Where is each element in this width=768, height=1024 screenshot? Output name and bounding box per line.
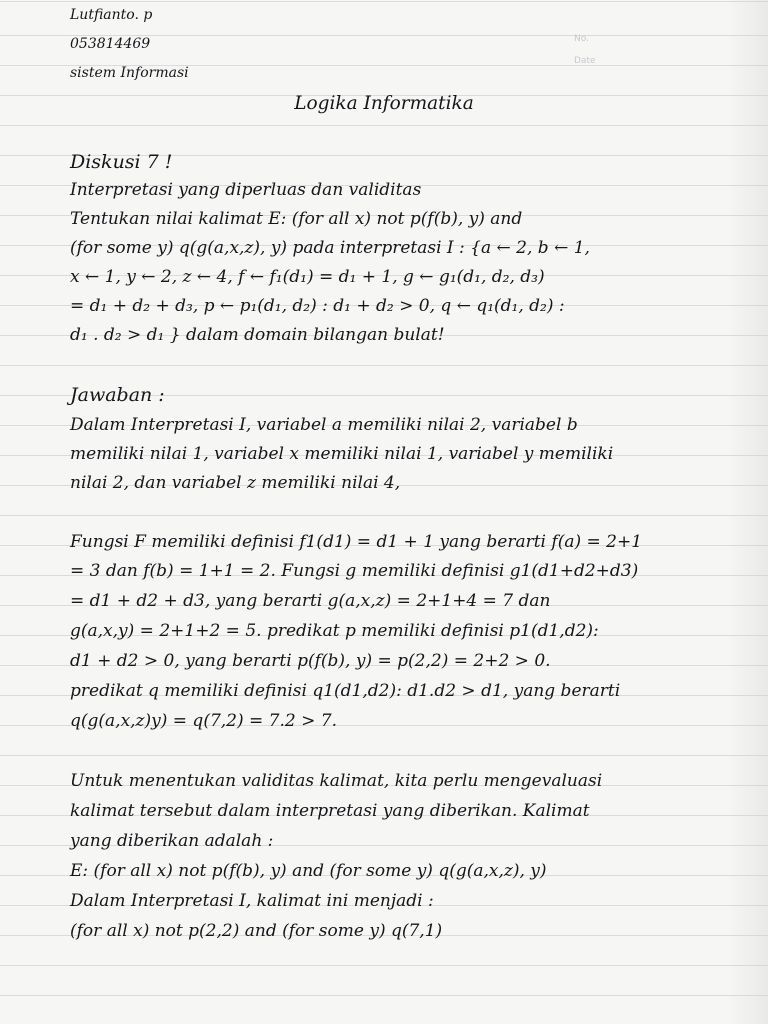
- answer-line: Fungsi F memiliki definisi f1(d1) = d1 + 1 yang berarti f(a) = 2+1: [70, 532, 643, 552]
- answer-line: q(g(a,x,z)y) = q(7,2) = 7.2 > 7.: [70, 711, 337, 731]
- answer-heading: Jawaban :: [70, 384, 165, 406]
- question-line: Interpretasi yang diperluas dan validitas: [70, 180, 422, 200]
- student-id: 053814469: [70, 36, 151, 52]
- question-heading: Diskusi 7 !: [70, 151, 173, 173]
- answer-line: yang diberikan adalah :: [70, 831, 274, 851]
- student-name: Lutfianto. p: [70, 7, 153, 23]
- question-line: (for some y) q(g(a,x,z), y) pada interpretasi I : {a ← 2, b ← 1,: [70, 238, 590, 258]
- question-line: Tentukan nilai kalimat E: (for all x) not p(f(b), y) and: [70, 209, 523, 229]
- question-line: x ← 1, y ← 2, z ← 4, f ← f₁(d₁) = d₁ + 1, g ← g₁(d₁, d₂, d₃): [70, 267, 545, 287]
- answer-line: kalimat tersebut dalam interpretasi yang diberikan. Kalimat: [70, 801, 590, 821]
- question-line: d₁ . d₂ > d₁ } dalam domain bilangan bulat!: [70, 325, 445, 345]
- answer-line: E: (for all x) not p(f(b), y) and (for some y) q(g(a,x,z), y): [70, 861, 547, 881]
- answer-line: memiliki nilai 1, variabel x memiliki nilai 1, variabel y memiliki: [70, 444, 614, 464]
- study-program: sistem Informasi: [70, 65, 189, 81]
- answer-line: nilai 2, dan variabel z memiliki nilai 4,: [70, 473, 401, 493]
- answer-line: d1 + d2 > 0, yang berarti p(f(b), y) = p(2,2) = 2+2 > 0.: [70, 651, 551, 671]
- answer-line: (for all x) not p(2,2) and (for some y) q(7,1): [70, 921, 443, 941]
- faint-no-label: No.: [574, 34, 589, 44]
- page-edge-shadow: [728, 0, 768, 1024]
- faint-date-label: Date: [574, 56, 596, 66]
- answer-line: = 3 dan f(b) = 1+1 = 2. Fungsi g memiliki definisi g1(d1+d2+d3): [70, 561, 639, 581]
- answer-line: Dalam Interpretasi I, kalimat ini menjadi :: [70, 891, 434, 911]
- answer-line: Untuk menentukan validitas kalimat, kita perlu mengevaluasi: [70, 771, 603, 791]
- answer-line: predikat q memiliki definisi q1(d1,d2): d1.d2 > d1, yang berarti: [70, 681, 621, 701]
- question-line: = d₁ + d₂ + d₃, p ← p₁(d₁, d₂) : d₁ + d₂ > 0, q ← q₁(d₁, d₂) :: [70, 296, 565, 316]
- answer-line: Dalam Interpretasi I, variabel a memiliki nilai 2, variabel b: [70, 415, 578, 435]
- answer-line: = d1 + d2 + d3, yang berarti g(a,x,z) = 2+1+4 = 7 dan: [70, 591, 551, 611]
- page-title: Logika Informatika: [294, 93, 474, 114]
- answer-line: g(a,x,y) = 2+1+2 = 5. predikat p memiliki definisi p1(d1,d2):: [70, 621, 599, 641]
